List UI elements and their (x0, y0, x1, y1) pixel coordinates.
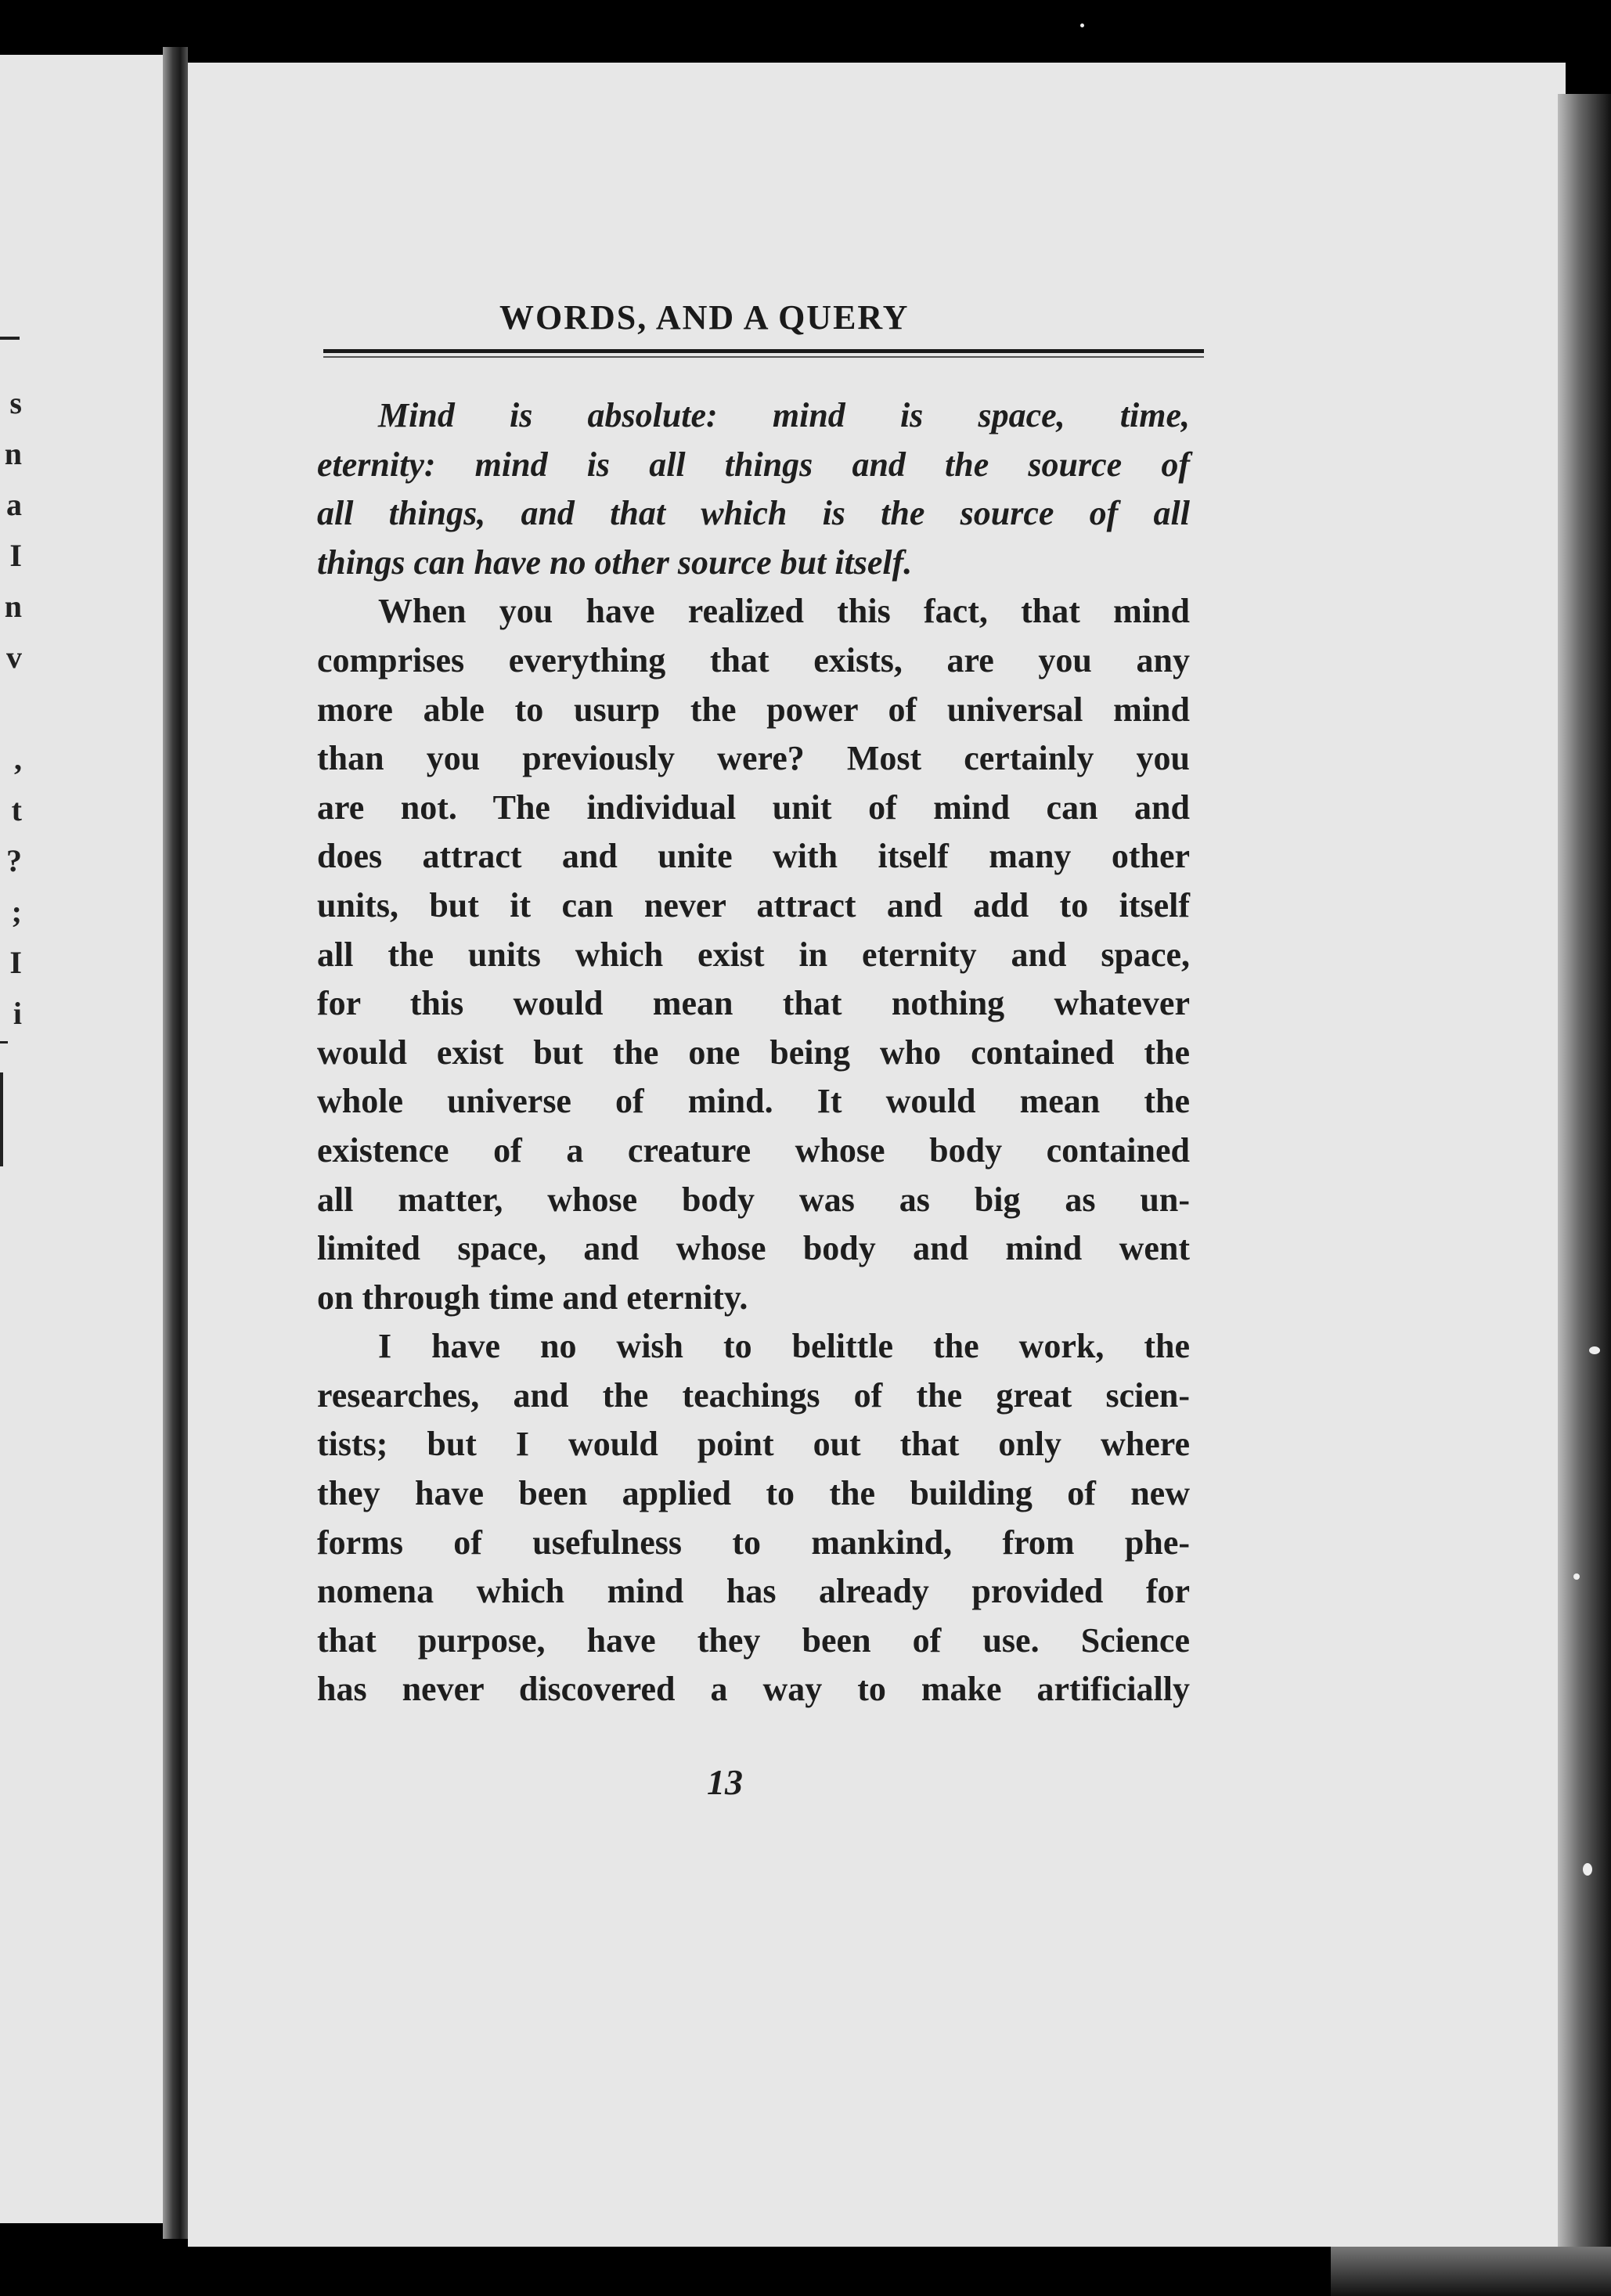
page-bottom-edge (1331, 2247, 1611, 2296)
left-page-fragment: ? (6, 845, 22, 877)
scan-speck (1589, 1346, 1600, 1354)
text-line: researches, and the teachings of the great scien- (317, 1375, 1190, 1415)
text-line: they have been applied to the building of new (317, 1474, 1190, 1513)
text-line: Mind is absolute: mind is space, time, (378, 396, 1190, 434)
left-page-fragment: s (9, 387, 22, 419)
text-line: existence of a creature whose body contained (317, 1130, 1190, 1170)
text-line: eternity: mind is all things and the source of (317, 445, 1190, 484)
header-rule-thin (323, 356, 1204, 358)
text-line: are not. The individual unit of mind can and (317, 788, 1190, 827)
text-line: When you have realized this fact, that mind (378, 592, 1190, 631)
left-page-fragment: , (14, 744, 22, 775)
left-page-rule (0, 1072, 3, 1166)
left-page-fragment: t (11, 795, 22, 826)
text-line: on through time and eternity. (317, 1278, 748, 1317)
text-line: whole universe of mind. It would mean the (317, 1082, 1190, 1121)
text-line: would exist but the one being who contained the (317, 1033, 1190, 1072)
left-page-fragment: I (9, 540, 22, 571)
text-line: all matter, whose body was as big as un- (317, 1180, 1190, 1219)
scan-speck (1573, 1573, 1580, 1580)
text-line: tists; but I would point out that only where (317, 1425, 1190, 1464)
text-line: limited space, and whose body and mind went (317, 1229, 1190, 1268)
scan-speck (1583, 1863, 1592, 1876)
left-page-fragment: n (4, 438, 22, 470)
text-line: than you previously were? Most certainly you (317, 739, 1190, 778)
left-page-fragment: v (6, 642, 22, 673)
left-page-fragment: ; (11, 896, 22, 928)
running-head: WORDS, AND A QUERY (499, 298, 910, 337)
left-facing-page (0, 55, 168, 2223)
header-rule (323, 349, 1204, 353)
scan-speck (1080, 23, 1084, 27)
left-page-fragment: i (13, 998, 22, 1029)
left-page-rule (0, 1041, 8, 1043)
text-line: comprises everything that exists, are you any (317, 640, 1190, 679)
text-line: all the units which exist in eternity and space, (317, 935, 1190, 974)
left-page-rule (0, 337, 20, 340)
page-edge-shadow (1558, 94, 1611, 2255)
text-line: forms of usefulness to mankind, from phe- (317, 1523, 1190, 1562)
text-line: I have no wish to belittle the work, the (378, 1327, 1190, 1366)
book-gutter (163, 47, 188, 2239)
text-line: all things, and that which is the source of all (317, 494, 1190, 533)
left-page-fragment: n (4, 591, 22, 622)
left-page-fragment: I (9, 947, 22, 979)
text-line: things can have no other source but itself. (317, 542, 913, 582)
text-line: does attract and unite with itself many other (317, 837, 1190, 876)
text-line: has never discovered a way to make artificially (317, 1670, 1190, 1709)
text-line: units, but it can never attract and add to itself (317, 885, 1190, 925)
text-line: that purpose, have they been of use. Science (317, 1620, 1190, 1660)
text-line: for this would mean that nothing whatever (317, 984, 1190, 1023)
text-line: nomena which mind has already provided for (317, 1572, 1190, 1611)
body-text (317, 391, 1190, 1714)
left-page-fragment: a (6, 489, 22, 521)
page-number: 13 (707, 1762, 743, 1802)
text-line: more able to usurp the power of universal mind (317, 690, 1190, 729)
